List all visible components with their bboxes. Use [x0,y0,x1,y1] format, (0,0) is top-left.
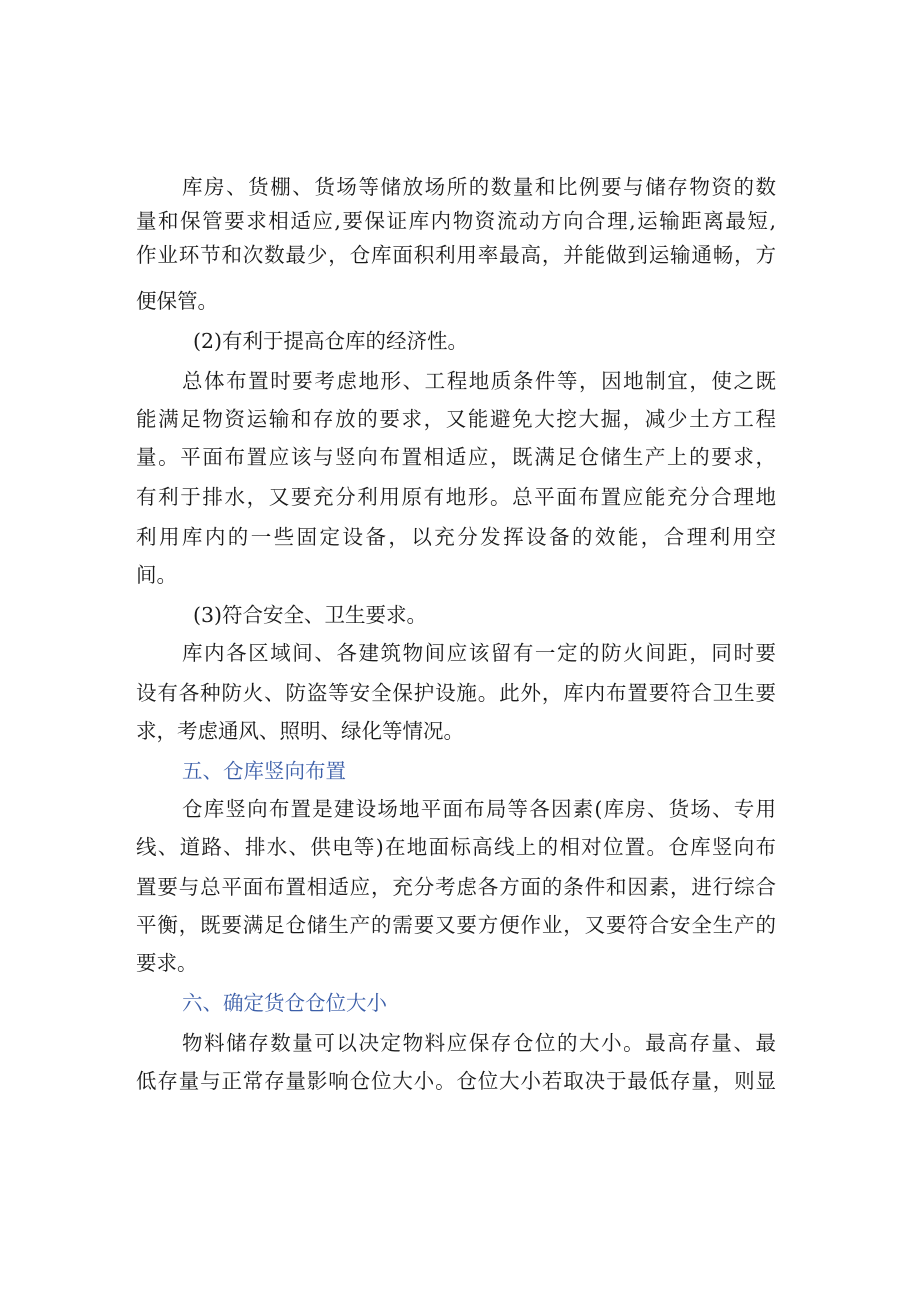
paragraph-line: 间。 [136,563,177,587]
paragraph-line: 平衡，既要满足仓储生产的需要又要方便作业，又要符合安全生产的 [136,913,776,937]
paragraph-line: 库内各区域间、各建筑物间应该留有一定的防火间距，同时要 [182,641,776,665]
paragraph-line: 利用库内的一些固定设备，以充分发挥设备的效能，合理利用空 [136,525,776,549]
paragraph-line: 量和保管要求相适应,要保证库内物资流动方向合理,运输距离最短, [136,209,776,233]
section-heading: 六、确定货仓仓位大小 [182,991,387,1015]
subsection-heading: (2)有利于提高仓库的经济性。 [193,329,469,353]
paragraph-line: 有利于排水，又要充分利用原有地形。总平面布置应能充分合理地 [136,485,776,509]
paragraph-line: 求，考虑通风、照明、绿化等情况。 [136,719,464,743]
paragraph-line: 便保管。 [136,289,218,313]
paragraph-line: 置要与总平面布置相适应，充分考虑各方面的条件和因素，进行综合 [136,875,776,899]
paragraph-line: 要求。 [136,951,198,975]
paragraph-line: 线、道路、排水、供电等)在地面标高线上的相对位置。仓库竖向布 [136,835,776,859]
paragraph-line: 设有各种防火、防盗等安全保护设施。此外，库内布置要符合卫生要 [136,681,776,705]
paragraph-line: 总体布置时要考虑地形、工程地质条件等，因地制宜，使之既 [182,369,776,393]
paragraph-line: 仓库竖向布置是建设场地平面布局等各因素(库房、货场、专用 [182,797,776,821]
subsection-heading: (3)符合安全、卫生要求。 [193,603,428,627]
paragraph-line: 物料储存数量可以决定物料应保存仓位的大小。最高存量、最 [182,1031,776,1055]
paragraph-line: 作业环节和次数最少，仓库面积利用率最高，并能做到运输通畅，方 [136,243,776,267]
paragraph-line: 能满足物资运输和存放的要求，又能避免大挖大掘，减少土方工程 [136,407,776,431]
section-heading: 五、仓库竖向布置 [182,759,346,783]
paragraph-line: 库房、货棚、货场等储放场所的数量和比例要与储存物资的数 [182,175,776,199]
paragraph-line: 量。平面布置应该与竖向布置相适应，既满足仓储生产上的要求， [136,445,776,469]
paragraph-line: 低存量与正常存量影响仓位大小。仓位大小若取决于最低存量，则显 [136,1069,776,1093]
